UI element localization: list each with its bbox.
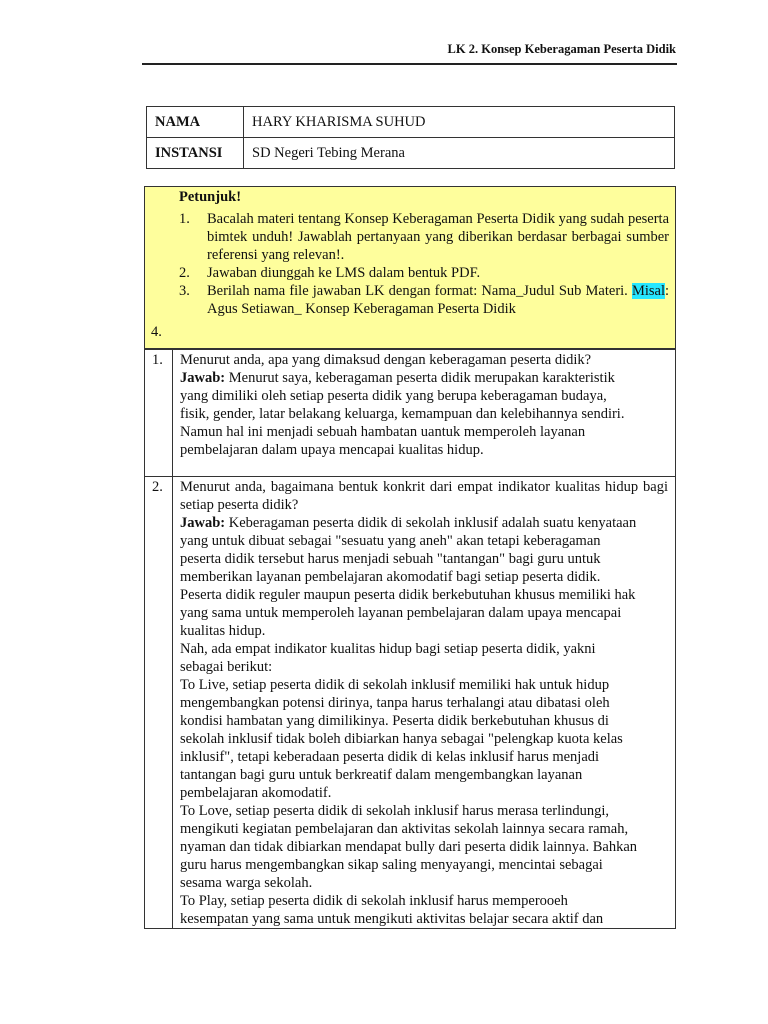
header-divider <box>142 63 677 65</box>
answer-line: To Live, setiap peserta didik di sekolah inklusif memiliki hak untuk hidup <box>180 677 610 693</box>
question-block-2 <box>144 476 676 929</box>
answer-line: To Love, setiap peserta didik di sekolah inklusif harus merasa terlindungi, <box>180 803 610 819</box>
answer-label: Jawab: <box>180 515 226 531</box>
question-text: Menurut anda, apa yang dimaksud dengan keberagaman peserta didik? <box>180 352 592 368</box>
example-text: : Agus Setiawan_ Konsep Keberagaman Peserta Didik <box>207 283 669 317</box>
instruction-number: 2. <box>179 265 190 281</box>
answer-line: fisik, gender, latar belakang keluarga, kemampuan dan kelebihannya sendiri. <box>180 406 625 422</box>
answer-text: Menurut saya, keberagaman peserta didik merupakan karakteristik <box>225 370 615 386</box>
answer-line: To Play, setiap peserta didik di sekolah inklusif harus memperooeh <box>180 893 568 909</box>
answer-line: kondisi hambatan yang dimilikinya. Peserta didik berkebutuhan khusus di <box>180 713 609 729</box>
answer-line: pembelajaran akomodatif. <box>180 785 332 801</box>
question-number: 1. <box>145 350 173 476</box>
answer-line: Peserta didik reguler maupun peserta didik berkebutuhan khusus memiliki hak <box>180 587 636 603</box>
answer-line: Nah, ada empat indikator kualitas hidup bagi setiap peserta didik, yakni <box>180 641 596 657</box>
answer-line: inklusif", tetapi keberadaan peserta didik di kelas inklusif harus menjadi <box>180 749 600 765</box>
answer-line: sebagai berikut: <box>180 659 273 675</box>
instruction-extra-number: 4. <box>151 324 162 340</box>
answer-line: peserta didik tersebut harus menjadi sebuah "tantangan" bagi guru untuk <box>180 551 601 567</box>
answer-line <box>180 369 668 387</box>
instruction-item <box>179 210 669 264</box>
instructions-list <box>179 210 669 318</box>
answer-line: Namun hal ini menjadi sebuah hambatan uantuk memperoleh layanan <box>180 424 586 440</box>
identity-table <box>146 106 675 169</box>
answer-line: yang dimiliki oleh setiap peserta didik yang berupa keberagaman budaya, <box>180 388 607 404</box>
answer-line: nyaman dan tidak dibiarkan mendapat bully dari peserta didik lainnya. Bahkan <box>180 839 638 855</box>
question-number: 2. <box>145 477 173 928</box>
instruction-number: 3. <box>179 283 190 299</box>
document-header-title: LK 2. Konsep Keberagaman Peserta Didik <box>447 42 676 56</box>
question-body <box>180 351 668 459</box>
question-text: Menurut anda, bagaimana bentuk konkrit dari empat indikator kualitas hidup bagi setiap peserta didik? <box>180 479 668 513</box>
answer-line: mengembangkan potensi dirinya, tanpa harus terhalangi atau dibatasi oleh <box>180 695 610 711</box>
answer-line: mengikuti kegiatan pembelajaran dan aktivitas sekolah lainnya secara ramah, <box>180 821 629 837</box>
answer-line: sekolah inklusif tidak boleh dibiarkan hanya sebagai "pelengkap kuota kelas <box>180 731 623 747</box>
answer-line: kualitas hidup. <box>180 623 266 639</box>
instructions-title: Petunjuk! <box>179 189 242 205</box>
question-block-1 <box>144 349 676 477</box>
instruction-number: 1. <box>179 211 190 227</box>
instruction-text: Bacalah materi tentang Konsep Keberagaman Peserta Didik yang sudah peserta bimtek unduh! Jawablah pertanyaan yang diberikan berdasar berbagai sumber referensi yang relevan!. <box>207 211 669 263</box>
instruction-text: Berilah nama file jawaban LK dengan format: Nama_Judul Sub Materi. <box>207 283 628 299</box>
answer-line: yang untuk dibuat sebagai "sesuatu yang aneh" akan tetapi keberagaman <box>180 533 601 549</box>
nama-label: NAMA <box>147 107 244 138</box>
identity-row-nama <box>147 107 675 138</box>
answer-line: pembelajaran dalam upaya mencapai kualitas hidup. <box>180 442 484 458</box>
nama-value: HARY KHARISMA SUHUD <box>244 107 675 138</box>
answer-line: tantangan bagi guru untuk berkreatif dalam mengembangkan layanan <box>180 767 583 783</box>
instructions-box <box>144 186 676 349</box>
answer-line: yang sama untuk memperoleh layanan pembelajaran dalam upaya mencapai <box>180 605 622 621</box>
answer-line: sesama warga sekolah. <box>180 875 313 891</box>
instansi-value: SD Negeri Tebing Merana <box>244 138 675 169</box>
answer-line: memberikan layanan pembelajaran akomodatif bagi setiap peserta didik. <box>180 569 601 585</box>
identity-row-instansi <box>147 138 675 169</box>
instruction-item <box>179 282 669 318</box>
answer-line <box>180 514 668 532</box>
answer-line: guru harus mengembangkan sikap saling menyayangi, mencintai sebagai <box>180 857 603 873</box>
answer-line: kesempatan yang sama untuk mengikuti aktivitas belajar secara aktif dan <box>180 911 604 927</box>
instansi-label: INSTANSI <box>147 138 244 169</box>
example-label-highlight: Misal <box>631 283 665 299</box>
answer-text: Keberagaman peserta didik di sekolah inklusif adalah suatu kenyataan <box>225 515 637 531</box>
answer-label: Jawab: <box>180 370 226 386</box>
instruction-text: Jawaban diunggah ke LMS dalam bentuk PDF. <box>207 265 481 281</box>
instruction-item <box>179 264 669 282</box>
question-body <box>180 478 668 928</box>
